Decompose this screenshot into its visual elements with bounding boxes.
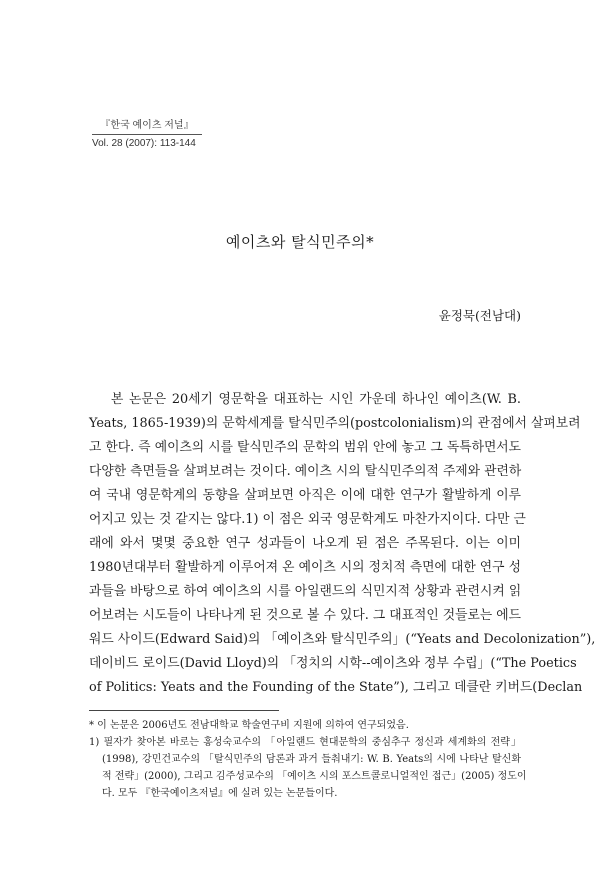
body-line: 워드 사이드(Edward Said)의 「예이츠와 탈식민주의」(“Yeats and Decolonization”), bbox=[89, 632, 596, 647]
journal-name: 『한국 예이츠 저널』 bbox=[92, 118, 202, 135]
body-line: 1980년대부터 활발하게 이루어져 온 예이츠 시의 정치적 측면에 대한 연구 성 bbox=[89, 560, 521, 575]
journal-header bbox=[92, 118, 202, 151]
body-line: 여 국내 영문학계의 동향을 살펴보면 아직은 이에 대한 연구가 활발하게 이루 bbox=[89, 488, 521, 503]
body-line: 래에 와서 몇몇 중요한 연구 성과들이 나오게 된 점은 주목된다. 이는 이미 bbox=[89, 536, 521, 551]
footnote-1-line: 다. 모두 『한국예이츠저널』에 실려 있는 논문들이다. bbox=[102, 788, 338, 799]
footnotes bbox=[89, 717, 527, 802]
body-line: 본 논문은 20세기 영문학을 대표하는 시인 가운데 하나인 예이츠(W. B. bbox=[111, 392, 521, 407]
footnote-1-line: 1) 필자가 찾아본 바로는 홍성숙교수의 「아일랜드 현대문학의 중심추구 정신과 세계화의 전략」 bbox=[89, 737, 521, 748]
body-line: 어지고 있는 것 같지는 않다.1) 이 점은 외국 영문학계도 마찬가지이다. 다만 근 bbox=[89, 512, 526, 527]
body-line: 다양한 측면들을 살펴보려는 것이다. 예이츠 시의 탈식민주의적 주제와 관련하 bbox=[89, 464, 522, 479]
journal-volume-info: Vol. 28 (2007): 113-144 bbox=[92, 138, 196, 149]
body-line: Yeats, 1865-1939)의 문학세계를 탈식민주의(postcolonialism)의 관점에서 살펴보려 bbox=[89, 416, 581, 431]
body-line: 어보려는 시도들이 나타나게 된 것으로 볼 수 있다. 그 대표적인 것들로는 에드 bbox=[89, 608, 522, 623]
body-paragraph bbox=[89, 388, 596, 700]
footnote-1-line: 적 전략」(2000), 그리고 김주성교수의 「예이츠 시의 포스트콜로니얼적인 접근」(2005) 정도이 bbox=[102, 771, 527, 782]
author-affiliation: 윤정묵(전남대) bbox=[438, 308, 521, 323]
body-line: 데이비드 로이드(David Lloyd)의 「정치의 시학--예이츠와 정부 수립」(“The Poetics bbox=[89, 656, 577, 671]
article-title: 예이츠와 탈식민주의* bbox=[225, 233, 375, 251]
footnote-divider bbox=[89, 710, 279, 711]
body-line: of Politics: Yeats and the Founding of the State”), 그리고 데클란 키버드(Declan bbox=[89, 680, 583, 695]
body-line: 고 한다. 즉 예이츠의 시를 탈식민주의 문학의 범위 안에 놓고 그 독특하면서도 bbox=[89, 440, 522, 455]
body-line: 과들을 바탕으로 하여 예이츠의 시를 아일랜드의 식민지적 상황과 관련시켜 읽 bbox=[89, 584, 522, 599]
footnote-1-line: (1998), 강민건교수의 「탈식민주의 담론과 과거 들춰내기: W. B. Yeats의 시에 나타난 탈신화 bbox=[102, 754, 521, 765]
footnote-funding: * 이 논문은 2006년도 전남대학교 학술연구비 지원에 의하여 연구되었음. bbox=[89, 720, 409, 731]
